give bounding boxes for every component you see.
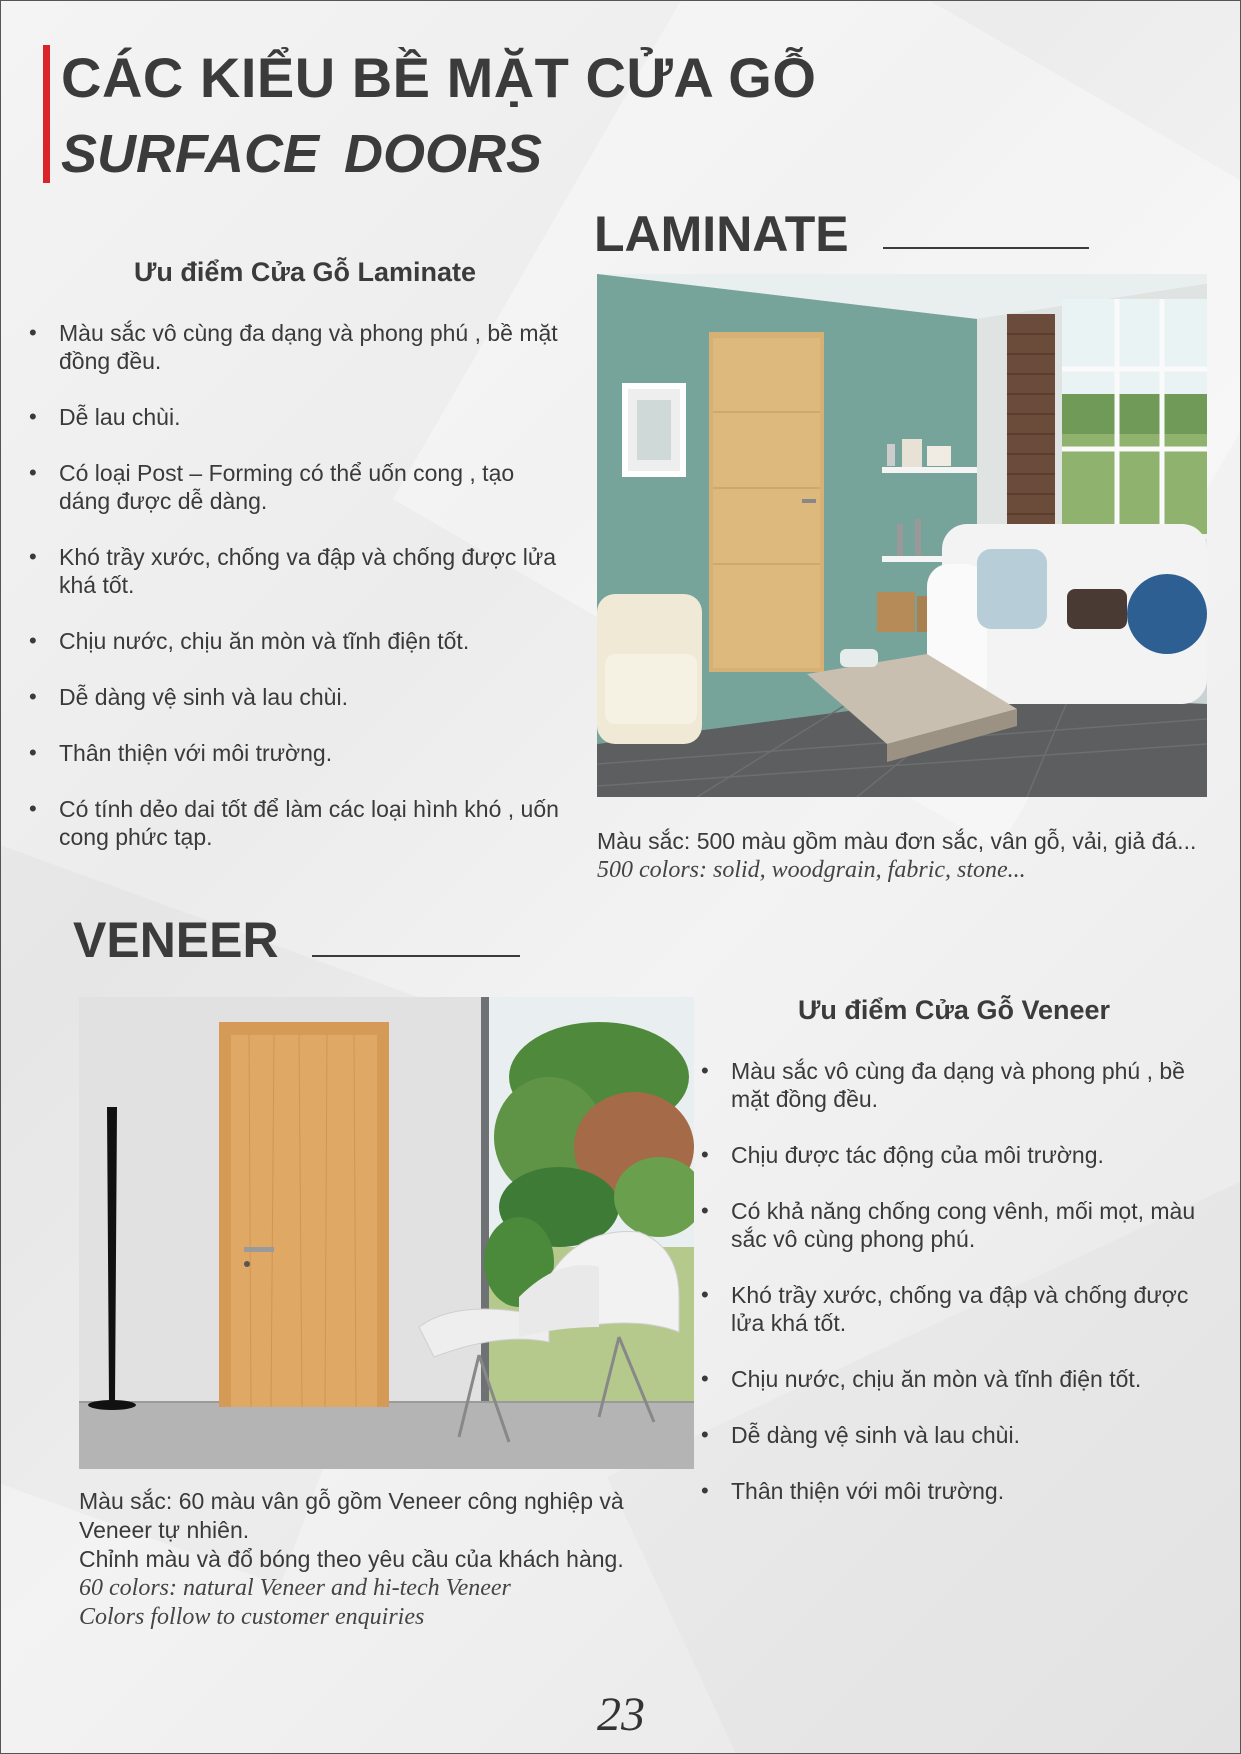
- veneer-caption-en-2: Colors follow to customer enquiries: [79, 1604, 425, 1630]
- laminate-heading: LAMINATE: [594, 206, 849, 262]
- list-item: • Chịu nước, chịu ăn mòn và tĩnh điện tốt.: [29, 627, 569, 655]
- list-item: • Khó trầy xước, chống va đập và chống được lửa khá tốt.: [701, 1281, 1207, 1337]
- list-item: • Dễ dàng vệ sinh và lau chùi.: [701, 1421, 1207, 1449]
- veneer-caption-vn-2: Chỉnh màu và đổ bóng theo yêu cầu của khách hàng.: [79, 1546, 624, 1572]
- laminate-heading-rule: [883, 247, 1089, 249]
- veneer-heading: VENEER: [73, 912, 279, 968]
- page-number: 23: [597, 1688, 645, 1741]
- laminate-caption-vn: Màu sắc: 500 màu gồm màu đơn sắc, vân gỗ, vải, giả đá...: [597, 828, 1197, 854]
- list-item: • Chịu nước, chịu ăn mòn và tĩnh điện tốt.: [701, 1365, 1207, 1393]
- list-item: • Màu sắc vô cùng đa dạng và phong phú , bề mặt đồng đều.: [29, 319, 569, 375]
- laminate-caption: [597, 827, 1207, 885]
- laminate-advantages-title: Ưu điểm Cửa Gỗ Laminate: [133, 257, 476, 287]
- veneer-caption: [79, 1487, 694, 1632]
- laminate-room-photo: [597, 274, 1207, 797]
- list-item: • Màu sắc vô cùng đa dạng và phong phú , bề mặt đồng đều.: [701, 1057, 1207, 1113]
- list-item: • Thân thiện với môi trường.: [701, 1477, 1207, 1505]
- veneer-advantages-list: [701, 1057, 1207, 1533]
- list-item: • Dễ dàng vệ sinh và lau chùi.: [29, 683, 569, 711]
- veneer-advantages-title: Ưu điểm Cửa Gỗ Veneer: [797, 995, 1111, 1025]
- laminate-caption-en: 500 colors: solid, woodgrain, fabric, stone...: [597, 857, 1026, 883]
- list-item: • Khó trầy xước, chống va đập và chống được lửa khá tốt.: [29, 543, 569, 599]
- list-item: • Có loại Post – Forming có thể uốn cong , tạo dáng được dễ dàng.: [29, 459, 569, 515]
- list-item: • Có khả năng chống cong vênh, mối mọt, màu sắc vô cùng phong phú.: [701, 1197, 1207, 1253]
- list-item: • Chịu được tác động của môi trường.: [701, 1141, 1207, 1169]
- laminate-advantages-list: [29, 319, 569, 879]
- page-title: CÁC KIỂU BỀ MẶT CỬA GỖ: [61, 46, 817, 109]
- list-item: • Có tính dẻo dai tốt để làm các loại hình khó , uốn cong phức tạp.: [29, 795, 569, 851]
- veneer-caption-en-1: 60 colors: natural Veneer and hi-tech Veneer: [79, 1575, 511, 1601]
- list-item: • Dễ lau chùi.: [29, 403, 569, 431]
- title-accent-bar: [43, 45, 50, 183]
- veneer-heading-rule: [312, 955, 520, 957]
- veneer-caption-vn-1: Màu sắc: 60 màu vân gỗ gồm Veneer công nghiệp và Veneer tự nhiên.: [79, 1488, 624, 1543]
- veneer-room-photo: [79, 997, 694, 1469]
- list-item: • Thân thiện với môi trường.: [29, 739, 569, 767]
- page-subtitle: SURFACE DOORS: [61, 124, 543, 184]
